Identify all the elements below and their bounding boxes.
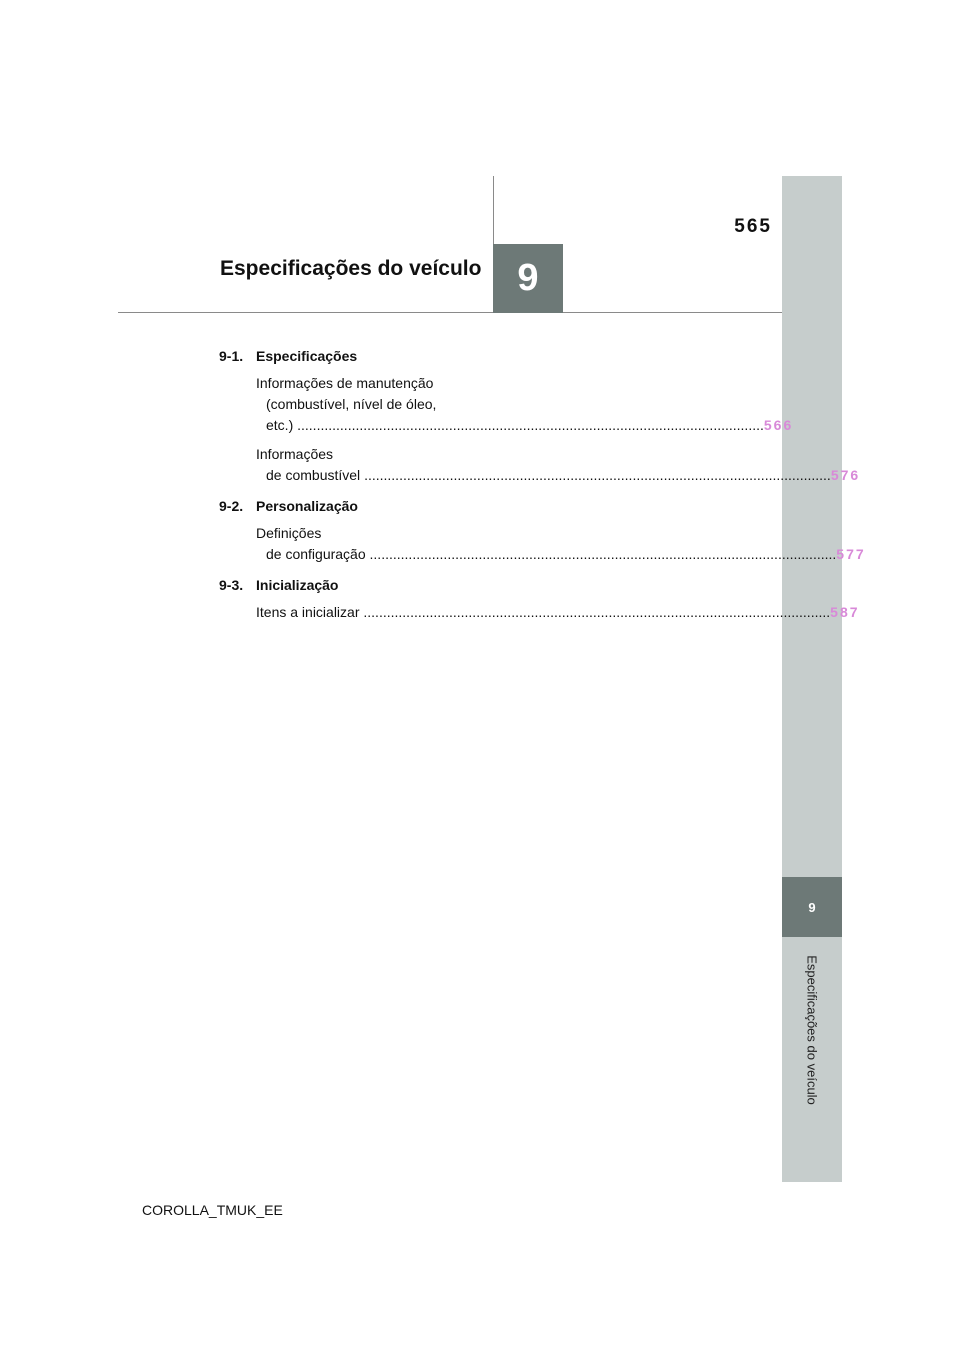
toc-page-link[interactable]: 566 xyxy=(763,417,794,433)
toc-entry-title-with-leader xyxy=(256,602,830,623)
toc-section-title: Inicialização xyxy=(256,577,339,593)
toc-entry-leader-line xyxy=(256,544,866,565)
dot-leader: ........................................................................................................................ xyxy=(364,467,831,483)
toc-page-link[interactable]: 587 xyxy=(830,604,860,620)
toc-section-number: 9-3. xyxy=(219,577,244,593)
toc-section xyxy=(219,575,860,623)
toc-entry-text: de combustível xyxy=(266,467,365,483)
toc-section-title: Personalização xyxy=(256,498,358,514)
toc-entry[interactable] xyxy=(256,602,860,623)
toc-entry[interactable] xyxy=(256,523,866,565)
toc-entry[interactable] xyxy=(256,444,861,486)
toc-section-number: 9-2. xyxy=(219,498,244,514)
toc-section-title: Especificações xyxy=(256,348,358,364)
toc-entry-line: (combustível, nível de óleo, xyxy=(266,396,437,412)
toc-entry-title-with-leader xyxy=(266,465,831,486)
toc-entry-title-with-leader xyxy=(266,415,764,436)
chapter-title: Especificações do veículo xyxy=(220,257,482,280)
toc-section-heading xyxy=(219,496,469,516)
chapter-number-box: 9 xyxy=(493,244,563,313)
toc-entry-line: Informações de manutenção xyxy=(256,375,434,391)
toc-page-link[interactable]: 577 xyxy=(836,546,866,562)
toc-section xyxy=(219,346,861,486)
toc-section-heading xyxy=(219,346,469,366)
side-tab-chapter-label: Especificações do veículo xyxy=(804,955,820,1105)
toc-entry-line: Informações xyxy=(256,446,334,462)
toc-entry-text: de configuração xyxy=(266,546,370,562)
toc-section xyxy=(219,496,866,565)
toc-entry-line: Definições xyxy=(256,525,322,541)
toc-page-link[interactable]: 576 xyxy=(830,467,861,483)
header-vertical-rule xyxy=(493,176,494,244)
side-tab-chapter-number: 9 xyxy=(782,877,842,937)
toc-entry-text: etc.) xyxy=(266,417,298,433)
dot-leader: ........................................................................................................................ xyxy=(363,604,831,620)
header-horizontal-rule xyxy=(118,312,782,313)
toc-entry-leader-line xyxy=(256,602,860,623)
toc-entry-title-with-leader xyxy=(266,544,836,565)
toc-entry-leader-line xyxy=(256,415,794,436)
toc-entry[interactable] xyxy=(256,373,794,436)
toc-section-number: 9-1. xyxy=(219,348,244,364)
table-of-contents xyxy=(219,346,866,633)
dot-leader: ........................................................................................................................ xyxy=(297,417,764,433)
toc-entry-text: Itens a inicializar xyxy=(256,604,364,620)
page-number: 565 xyxy=(734,216,772,237)
toc-entry-leader-line xyxy=(256,465,861,486)
toc-section-heading xyxy=(219,575,469,595)
document-code: COROLLA_TMUK_EE xyxy=(142,1202,283,1218)
dot-leader: ........................................................................................................................ xyxy=(369,546,837,562)
